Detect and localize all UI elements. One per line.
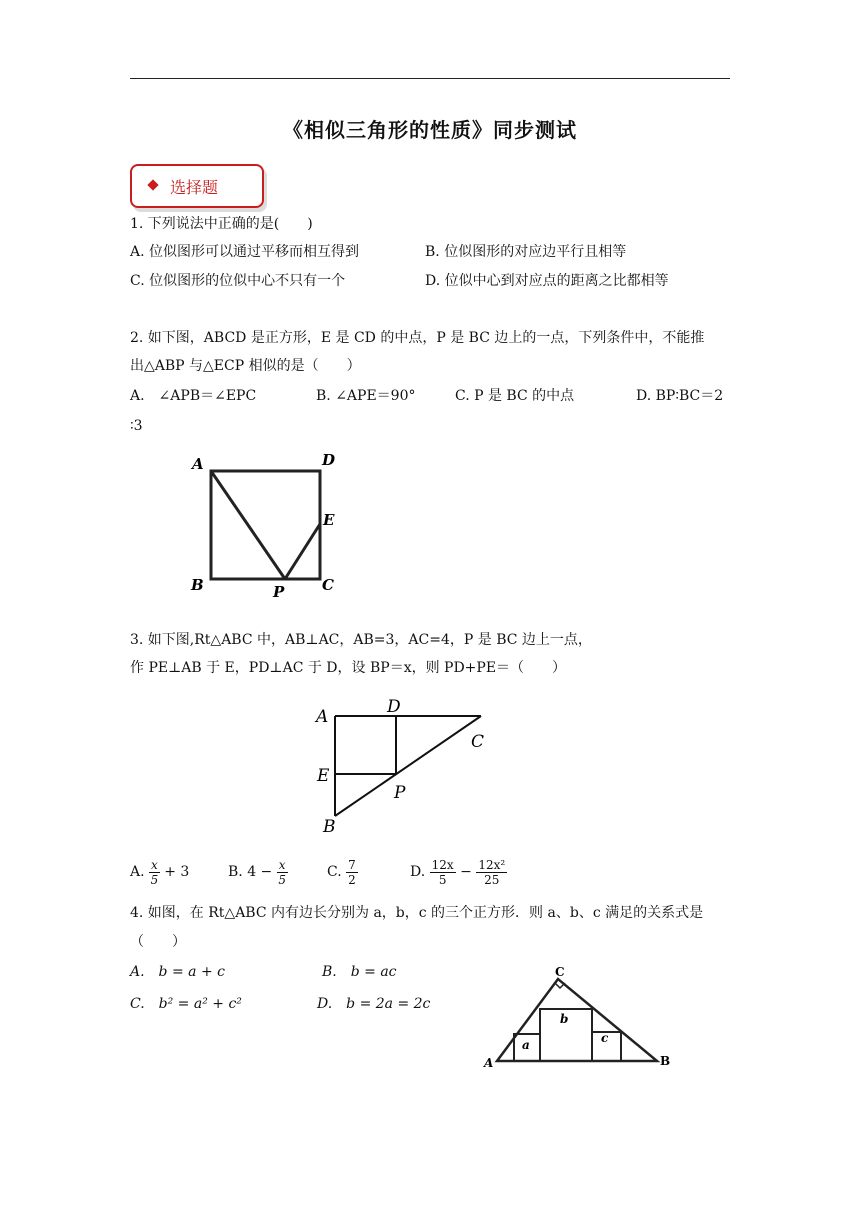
q3-option-d-fraction-2 <box>476 858 507 887</box>
q4-stem-line1: 4. 如图，在 Rt△ABC 内有边长分别为 a，b，c 的三个正方形．则 a、b、c 满足的关系式是 <box>130 905 704 921</box>
q2-label-c: C <box>322 576 334 594</box>
q3-option-b-fraction <box>277 858 288 887</box>
q4-right-angle-mark <box>555 983 565 988</box>
q3-option-d-operator: − <box>460 864 472 880</box>
q3-option-d-label: D. <box>410 864 426 880</box>
q4-triangle <box>497 979 657 1061</box>
q2-figure <box>180 448 350 600</box>
section-label: 选择题 <box>170 178 219 197</box>
q3-option-d-numerator-1: 12x <box>431 857 454 872</box>
q3-option-d-denominator-2: 25 <box>484 872 500 887</box>
q3-option-a-label: A. <box>130 864 145 880</box>
q2-segment-pe <box>285 524 320 579</box>
header-rule <box>130 78 730 79</box>
q3-label-b: B <box>323 817 336 837</box>
q3-option-a-fraction <box>149 858 160 887</box>
q2-label-d: D <box>322 451 336 469</box>
q1-option-c: C. 位似图形的位似中心不只有一个 <box>130 273 346 289</box>
q4-stem-line2: （ ） <box>130 934 186 950</box>
q4-square-label-b: b <box>560 1012 569 1026</box>
q3-option-c-fraction <box>346 858 358 887</box>
q3-option-a-rest: + 3 <box>164 864 190 880</box>
q3-option-b-prefix: 4 − <box>247 864 273 880</box>
page-title: 《相似三角形的性质》同步测试 <box>283 118 577 142</box>
q3-option-a-numerator: x <box>151 857 158 872</box>
q3-option-d-fraction-1 <box>430 858 456 887</box>
q4-label-c: C <box>555 965 565 979</box>
q3-label-a: A <box>316 707 329 727</box>
q3-side-bc <box>335 716 481 816</box>
q4-option-d: D. b = 2a = 2c <box>317 996 431 1012</box>
q2-option-a: A. ∠APB＝∠EPC <box>130 388 257 404</box>
q3-stem-line1: 3. 如下图,Rt△ABC 中，AB⊥AC，AB=3，AC=4，P 是 BC 边上一点， <box>130 632 592 648</box>
q4-label-a: A <box>484 1056 494 1070</box>
q3-option-b-numerator: x <box>278 857 286 872</box>
q3-option-b-label: B. <box>228 864 243 880</box>
diamond-icon <box>147 179 158 190</box>
q3-option-c-numerator: 7 <box>348 857 356 872</box>
q3-option-c-denominator: 2 <box>348 872 356 887</box>
q3-label-c: C <box>471 732 485 752</box>
q1-option-b: B. 位似图形的对应边平行且相等 <box>425 244 627 260</box>
q2-segment-ap <box>211 471 285 579</box>
q3-label-e: E <box>317 766 330 786</box>
q1-option-a: A. 位似图形可以通过平移而相互得到 <box>130 244 360 260</box>
section-tag <box>130 164 264 208</box>
q2-option-d-cont: ∶3 <box>130 418 143 434</box>
q1-option-d: D. 位似中心到对应点的距离之比都相等 <box>425 273 669 289</box>
q2-label-e: E <box>323 511 335 529</box>
q3-stem-line2: 作 PE⊥AB 于 E，PD⊥AC 于 D，设 BP＝x，则 PD+PE＝（ ） <box>130 660 567 676</box>
q2-stem-line2: 出△ABP 与△ECP 相似的是（ ） <box>130 358 361 374</box>
q3-option-c-label: C. <box>327 864 342 880</box>
q3-option-b <box>228 852 288 892</box>
q2-stem-line1: 2. 如下图，ABCD 是正方形，E 是 CD 的中点，P 是 BC 边上的一点，下列条件中，不能推 <box>130 330 705 346</box>
q4-option-b: B. b = ac <box>322 964 397 980</box>
q2-square <box>211 471 320 579</box>
q2-option-c: C. P 是 BC 的中点 <box>455 388 575 404</box>
q4-label-b: B <box>660 1054 671 1068</box>
q3-option-b-denominator: 5 <box>278 872 286 887</box>
q3-label-p: P <box>394 783 406 803</box>
q4-square-label-a: a <box>522 1038 530 1052</box>
q2-label-p: P <box>273 583 285 600</box>
q3-option-d <box>410 852 507 892</box>
q2-option-d: D. BP∶BC＝2 <box>636 388 724 404</box>
q4-figure <box>480 962 675 1074</box>
q4-square-label-c: c <box>601 1031 609 1045</box>
q4-option-a: A. b = a + c <box>130 964 225 980</box>
q3-option-c <box>327 852 358 892</box>
q2-label-b: B <box>191 576 204 594</box>
q3-option-a-denominator: 5 <box>150 872 159 887</box>
q3-label-d: D <box>387 697 401 717</box>
q1-stem: 1. 下列说法中正确的是( ) <box>130 216 313 232</box>
q2-label-a: A <box>192 455 204 473</box>
q3-figure <box>305 690 515 838</box>
q3-option-d-numerator-2: 12x² <box>478 857 506 872</box>
q4-option-c: C. b² = a² + c² <box>130 996 242 1012</box>
q2-option-b: B. ∠APE＝90° <box>316 388 416 404</box>
q3-option-a <box>130 852 189 892</box>
q3-option-d-denominator-1: 5 <box>438 872 447 887</box>
